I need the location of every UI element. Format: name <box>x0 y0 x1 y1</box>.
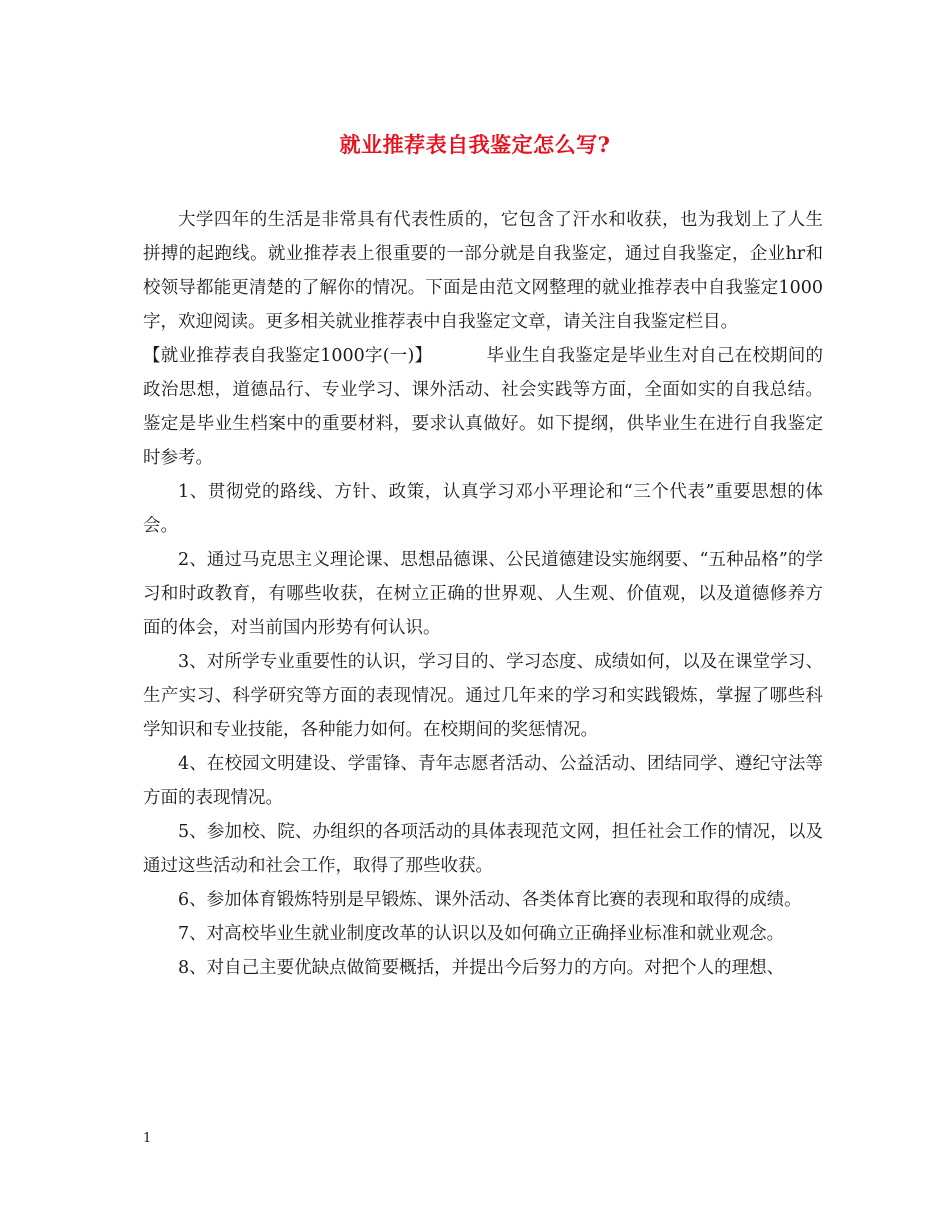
document-title: 就业推荐表自我鉴定怎么写? <box>339 132 611 157</box>
list-item: 7、对高校毕业生就业制度改革的认识以及如何确立正确择业标准和就业观念。 <box>178 924 785 944</box>
list-item: 3、对所学专业重要性的认识，学习目的、学习态度、成绩如何，以及在课堂学习、生产实习、科学研究等方面的表现情况。通过几年来的学习和实践锻炼，掌握了哪些科学知识和专业技能，各种能力如何。在校期间的奖惩情况。 <box>143 652 823 740</box>
list-item: 6、参加体育锻炼特别是早锻炼、课外活动、各类体育比赛的表现和取得的成绩。 <box>178 890 802 910</box>
document-body <box>143 203 823 985</box>
list-item: 4、在校园文明建设、学雷锋、青年志愿者活动、公益活动、团结同学、遵纪守法等方面的表现情况。 <box>143 754 823 808</box>
section-paragraph <box>143 339 823 475</box>
list-item: 1、贯彻党的路线、方针、政策，认真学习邓小平理论和“三个代表”重要思想的体会。 <box>143 482 823 536</box>
list-item: 2、通过马克思主义理论课、思想品德课、公民道德建设实施纲要、“五种品格”的学习和时政教育，有哪些收获，在树立正确的世界观、人生观、价值观，以及道德修养方面的体会，对当前国内形势有何认识。 <box>143 550 823 638</box>
section-heading: 【就业推荐表自我鉴定1000字(一)】 <box>143 346 433 366</box>
list-item: 5、参加校、院、办组织的各项活动的具体表现范文网，担任社会工作的情况，以及通过这些活动和社会工作，取得了那些收获。 <box>143 822 823 876</box>
intro-paragraph: 大学四年的生活是非常具有代表性质的，它包含了汗水和收获，也为我划上了人生拼搏的起跑线。就业推荐表上很重要的一部分就是自我鉴定，通过自我鉴定，企业hr和校领导都能更清楚的了解你的情况。下面是由范文网整理的就业推荐表中自我鉴定1000字，欢迎阅读。更多相关就业推荐表中自我鉴定文章，请关注自我鉴定栏目。 <box>143 210 823 332</box>
list-item: 8、对自己主要优缺点做简要概括，并提出今后努力的方向。对把个人的理想、 <box>178 958 785 978</box>
page-number: 1 <box>143 1131 152 1146</box>
section-intro: 毕业生自我鉴定是毕业生对自己在校期间的政治思想，道德品行、专业学习、课外活动、社会实践等方面，全面如实的自我总结。鉴定是毕业生档案中的重要材料，要求认真做好。如下提纲，供毕业生在进行自我鉴定时参考。 <box>143 346 823 468</box>
